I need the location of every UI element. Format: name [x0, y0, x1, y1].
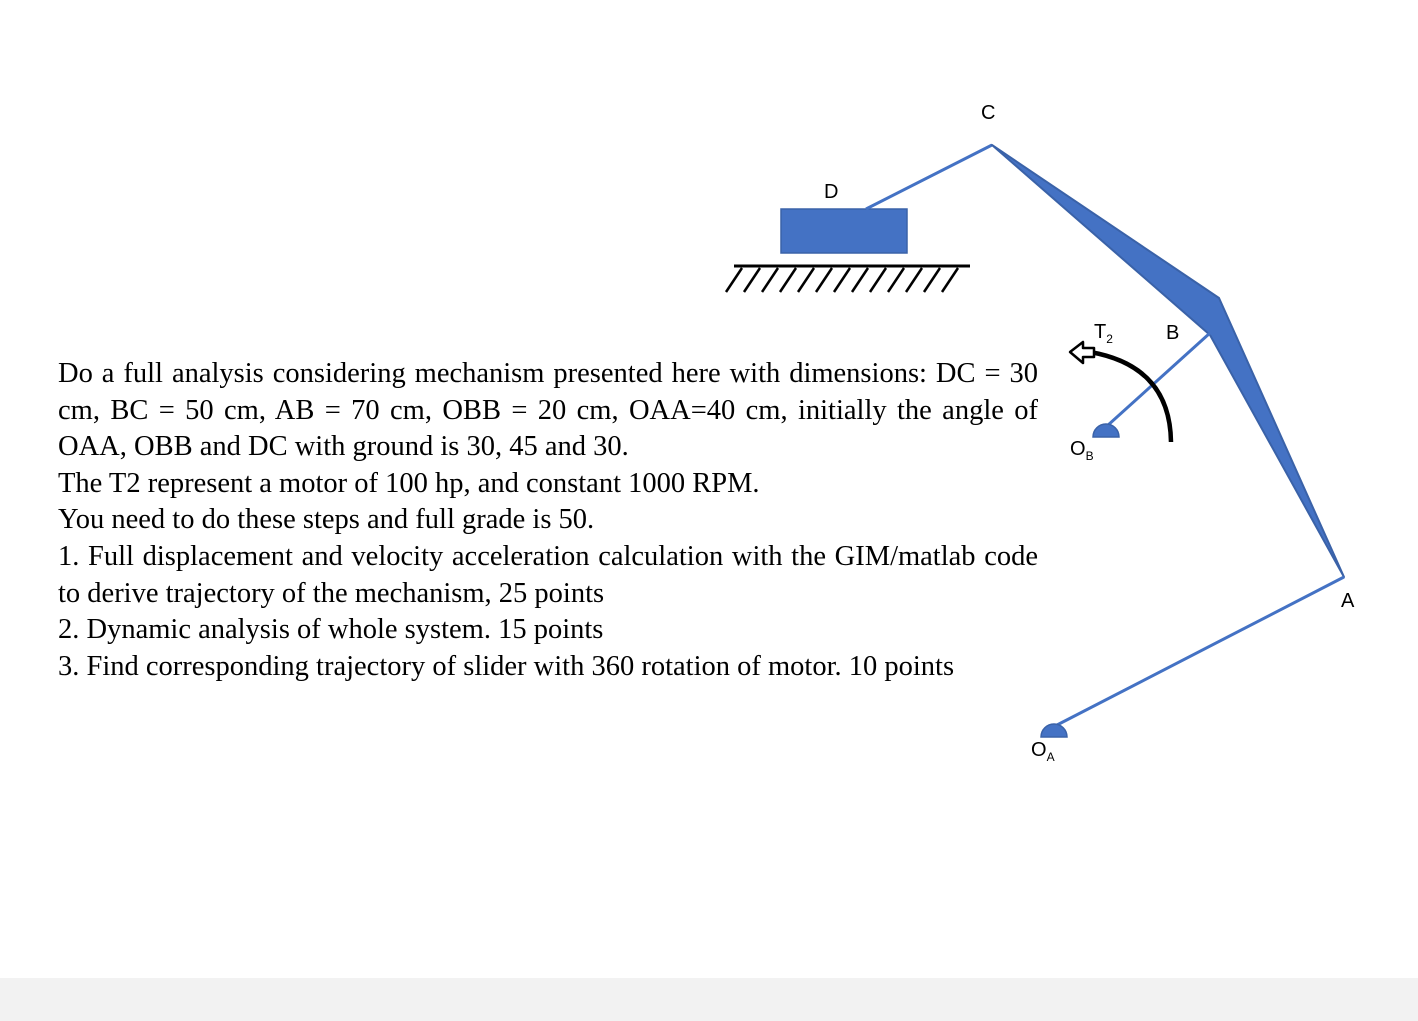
problem-step-2: 2. Dynamic analysis of whole system. 15 points: [58, 614, 604, 646]
pivot-oa: [1041, 724, 1067, 737]
problem-step-1: 1. Full displacement and velocity acceleration calculation with the GIM/matlab code to derive trajectory of the mechanism, 25 points: [58, 540, 1038, 609]
link-obb: [1107, 333, 1210, 426]
problem-intro: Do a full analysis considering mechanism presented here with dimensions: DC = 30 cm, BC = 50 cm, AB = 70 cm, OBB = 20 cm, OAA=40 cm, initially the angle of OAA, OBB and DC with ground is 30, 45 and 30.: [58, 358, 1038, 463]
link-cba: [992, 145, 1344, 577]
label-ob-sub: B: [1085, 449, 1094, 463]
label-oa-sub: A: [1046, 750, 1055, 764]
label-ob: [1070, 438, 1094, 463]
torque-arrowhead: [1070, 342, 1094, 363]
problem-grade: You need to do these steps and full grade is 50.: [58, 504, 595, 536]
ground: [726, 266, 970, 292]
label-oa: [1031, 739, 1055, 764]
label-ob-main: O: [1070, 438, 1086, 460]
label-a: A: [1341, 590, 1355, 612]
link-oaa: [1057, 577, 1344, 725]
motor-torque-arrow: [1070, 342, 1171, 442]
label-oa-main: O: [1031, 739, 1047, 761]
label-t2-sub: 2: [1106, 332, 1113, 346]
slider-block-d: [781, 209, 907, 253]
bottom-band: [0, 978, 1418, 1021]
problem-motor: The T2 represent a motor of 100 hp, and constant 1000 RPM.: [58, 467, 760, 499]
ground-hatch: [726, 268, 958, 292]
label-b: B: [1166, 322, 1180, 344]
link-dc: [866, 145, 992, 209]
problem-step-3: 3. Find corresponding trajectory of slider with 360 rotation of motor. 10 points: [58, 650, 955, 682]
label-t2: [1094, 321, 1113, 346]
label-d: D: [824, 181, 839, 203]
label-c: C: [981, 102, 996, 124]
label-t2-main: T: [1094, 321, 1107, 343]
pivot-ob: [1093, 424, 1119, 437]
problem-statement: [58, 356, 1038, 685]
